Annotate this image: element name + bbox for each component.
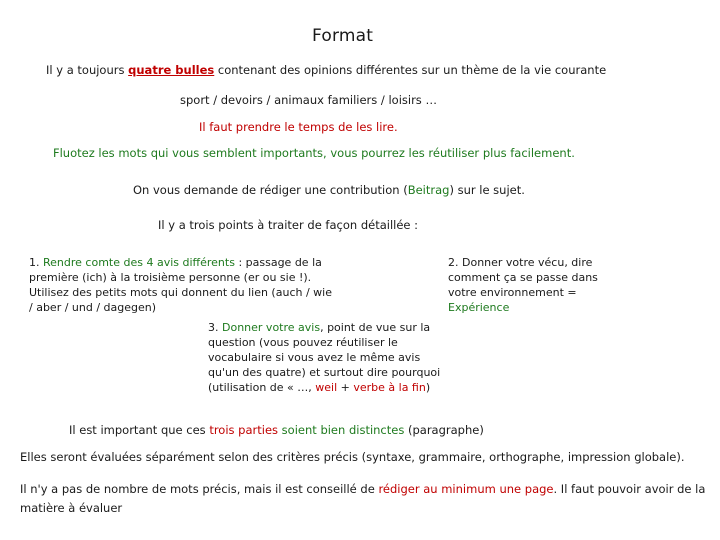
point-1-text: : passage de la première (ich) à la troisième personne (er ou sie !). Utilisez des petits mots qui donnent du lien (auch / wie / aber / und / dagegen)	[29, 256, 332, 314]
length-text: Il n'y a pas de nombre de mots précis, mais il est conseillé de	[20, 482, 379, 496]
point-3	[208, 320, 453, 395]
point-2-text: 2. Donner votre vécu, dire comment ça se passe dans votre environnement =	[448, 256, 598, 299]
page-title: Format	[312, 26, 374, 46]
contribution-text: On vous demande de rédiger une contribution (	[133, 183, 408, 197]
contribution-line	[133, 183, 525, 197]
evaluation-line: Elles seront évaluées séparément selon des critères précis (syntaxe, grammaire, orthographe, impression globale).	[20, 450, 685, 464]
distinct-parts-line	[69, 423, 484, 437]
intro-highlight: quatre bulles	[128, 63, 215, 77]
point-1-highlight: Rendre comte des 4 avis différents	[43, 256, 235, 269]
contribution-term: Beitrag	[407, 183, 450, 197]
point-2-highlight: Expérience	[448, 301, 510, 314]
point-3-text: , point de vue sur la question (vous pouvez réutiliser le vocabulaire si vous avez le même avis qu'un des quatre) et surtout dire pourquoi (utilisation de « …,	[208, 321, 441, 394]
read-instruction: Il faut prendre le temps de les lire.	[199, 120, 398, 134]
intro-line	[46, 63, 606, 77]
length-text-end: . Il faut pouvoir avoir de la	[553, 482, 706, 496]
distinct-text-end: (paragraphe)	[404, 423, 484, 437]
intro-text: Il y a toujours	[46, 63, 129, 77]
point-2	[448, 255, 608, 315]
point-3-verb: verbe à la fin	[353, 381, 426, 394]
point-1	[29, 255, 339, 315]
point-3-weil: weil	[315, 381, 338, 394]
distinct-green: soient bien distinctes	[278, 423, 405, 437]
themes-line: sport / devoirs / animaux familiers / loisirs …	[180, 93, 437, 107]
point-3-sep: +	[337, 381, 354, 394]
length-red: rédiger au minimum une page	[378, 482, 554, 496]
intro-text-end: contenant des opinions différentes sur un thème de la vie courante	[214, 63, 607, 77]
points-intro: Il y a trois points à traiter de façon détaillée :	[158, 218, 419, 232]
point-3-close: )	[425, 381, 431, 394]
distinct-red: trois parties	[209, 423, 279, 437]
contribution-text-end: ) sur le sujet.	[449, 183, 525, 197]
length-line	[20, 482, 705, 496]
length-line-cont: matière à évaluer	[20, 501, 123, 515]
point-1-number: 1.	[29, 256, 43, 269]
point-3-number: 3.	[208, 321, 222, 334]
highlight-instruction: Fluotez les mots qui vous semblent importants, vous pourrez les réutiliser plus facilement.	[53, 146, 575, 160]
distinct-text: Il est important que ces	[69, 423, 210, 437]
point-3-highlight: Donner votre avis	[222, 321, 321, 334]
